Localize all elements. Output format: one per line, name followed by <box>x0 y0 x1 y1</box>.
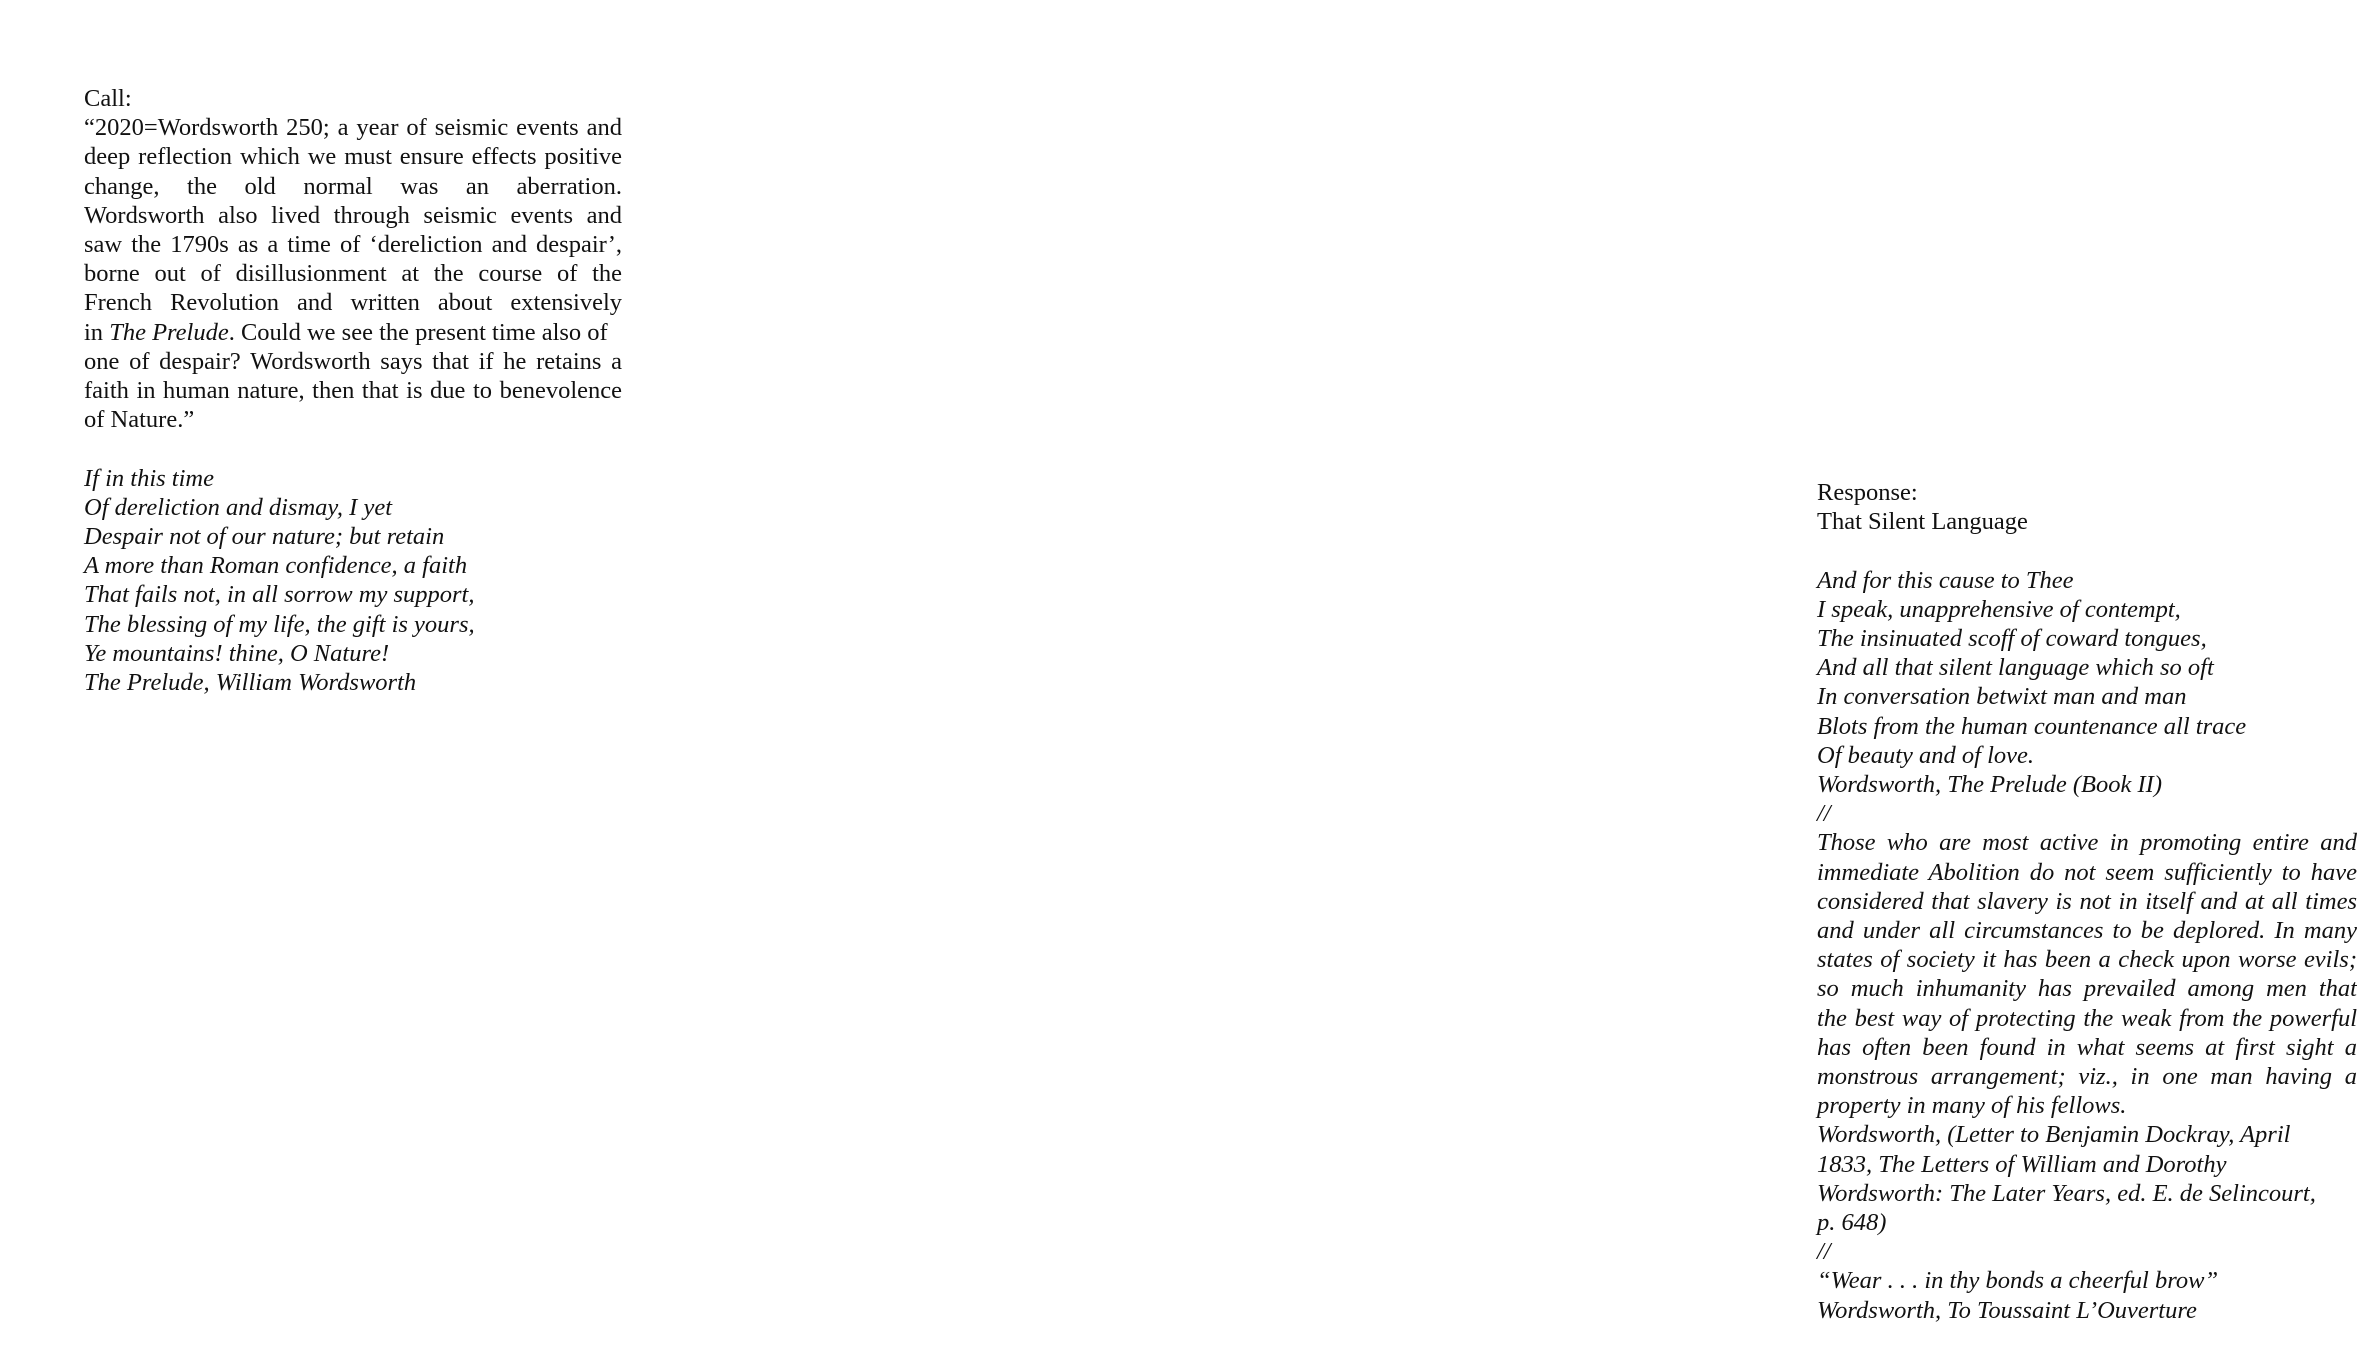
call-heading: Call: <box>84 85 132 112</box>
final-attribution: Wordsworth, To Toussaint L’Ouverture <box>1817 1296 2197 1324</box>
citation-line: Wordsworth: The Later Years, ed. E. de Selincourt, <box>1817 1179 2316 1207</box>
quote-line: French Revolution and written about extensively <box>84 289 622 317</box>
left-page <box>0 0 960 1357</box>
letter-line: states of society it has been a check upon worse evils; <box>1817 946 2357 974</box>
spacer <box>1817 536 2357 565</box>
final-quote: “Wear . . . in thy bonds a cheerful brow” <box>1817 1267 2219 1295</box>
quote-suffix: . Could we see the present time also of <box>228 318 608 346</box>
letter-line: has often been found in what seems at first sight a <box>1817 1033 2357 1061</box>
quote-line: borne out of disillusionment at the course of the <box>84 260 622 288</box>
poem-line: And all that silent language which so oft <box>1817 654 2214 682</box>
letter-citation <box>1817 1120 2357 1237</box>
poem-line: Of beauty and of love. <box>1817 741 2035 769</box>
citation-line: p. 648) <box>1817 1209 1887 1237</box>
quote-line-with-title <box>84 318 622 347</box>
quote-line: faith in human nature, then that is due to benevolence <box>84 377 622 405</box>
right-page <box>960 0 2357 1357</box>
citation-line: Wordsworth, (Letter to Benjamin Dockray, April <box>1817 1121 2291 1149</box>
letter-line: the best way of protecting the weak from the powerful <box>1817 1004 2357 1032</box>
poem-line: Of dereliction and dismay, I yet <box>84 493 392 521</box>
letter-line: property in many of his fellows. <box>1817 1092 2127 1120</box>
call-poem <box>84 464 622 698</box>
response-heading: Response: <box>1817 479 1918 506</box>
poem-line: I speak, unapprehensive of contempt, <box>1817 595 2181 623</box>
spacer <box>84 434 622 463</box>
poem-line: Ye mountains! thine, O Nature! <box>84 639 390 667</box>
quote-line: saw the 1790s as a time of ‘dereliction and despair’, <box>84 231 622 259</box>
call-section <box>84 84 622 697</box>
poem-line: Despair not of our nature; but retain <box>84 523 445 551</box>
response-title: That Silent Language <box>1817 508 2028 536</box>
citation-line: 1833, The Letters of William and Dorothy <box>1817 1150 2227 1178</box>
quote-line: deep reflection which we must ensure effects positive <box>84 143 622 171</box>
poem-line: The insinuated scoff of coward tongues, <box>1817 625 2207 652</box>
poem-attribution: Wordsworth, The Prelude (Book II) <box>1817 771 2162 799</box>
poem-line: That fails not, in all sorrow my support, <box>84 581 475 609</box>
poem-line: And for this cause to Thee <box>1817 566 2074 594</box>
letter-line: considered that slavery is not in itself and at all times <box>1817 887 2357 915</box>
quote-line: “2020=Wordsworth 250; a year of seismic events and <box>84 114 622 142</box>
quote-line: one of despair? Wordsworth says that if he retains a <box>84 347 622 375</box>
letter-line: Those who are most active in promoting entire and <box>1817 829 2357 857</box>
letter-line: monstrous arrangement; viz., in one man having a <box>1817 1063 2357 1091</box>
letter-quote <box>1817 828 2357 1120</box>
poem-line: The blessing of my life, the gift is yours, <box>84 610 475 638</box>
quote-line: of Nature.” <box>84 406 195 434</box>
poem-line: In conversation betwixt man and man <box>1817 683 2187 711</box>
response-poem <box>1817 566 2357 1325</box>
poem-attribution: The Prelude, William Wordsworth <box>84 669 417 697</box>
poem-line: If in this time <box>84 464 214 492</box>
letter-line: and under all circumstances to be deplored. In many <box>1817 917 2357 945</box>
poem-line: A more than Roman confidence, a faith <box>84 552 468 580</box>
quote-line: Wordsworth also lived through seismic events and <box>84 201 622 229</box>
poem-line: Blots from the human countenance all trace <box>1817 712 2247 740</box>
call-quote <box>84 113 622 434</box>
response-section <box>1817 478 2357 1325</box>
quote-line: change, the old normal was an aberration. <box>84 172 622 200</box>
section-divider: // <box>1817 800 1831 828</box>
section-divider: // <box>1817 1238 1831 1266</box>
letter-line: immediate Abolition do not seem sufficiently to have <box>1817 858 2357 886</box>
letter-line: so much inhumanity has prevailed among men that <box>1817 975 2357 1003</box>
quote-prefix: in <box>84 318 110 346</box>
prelude-title: The Prelude <box>109 318 229 346</box>
